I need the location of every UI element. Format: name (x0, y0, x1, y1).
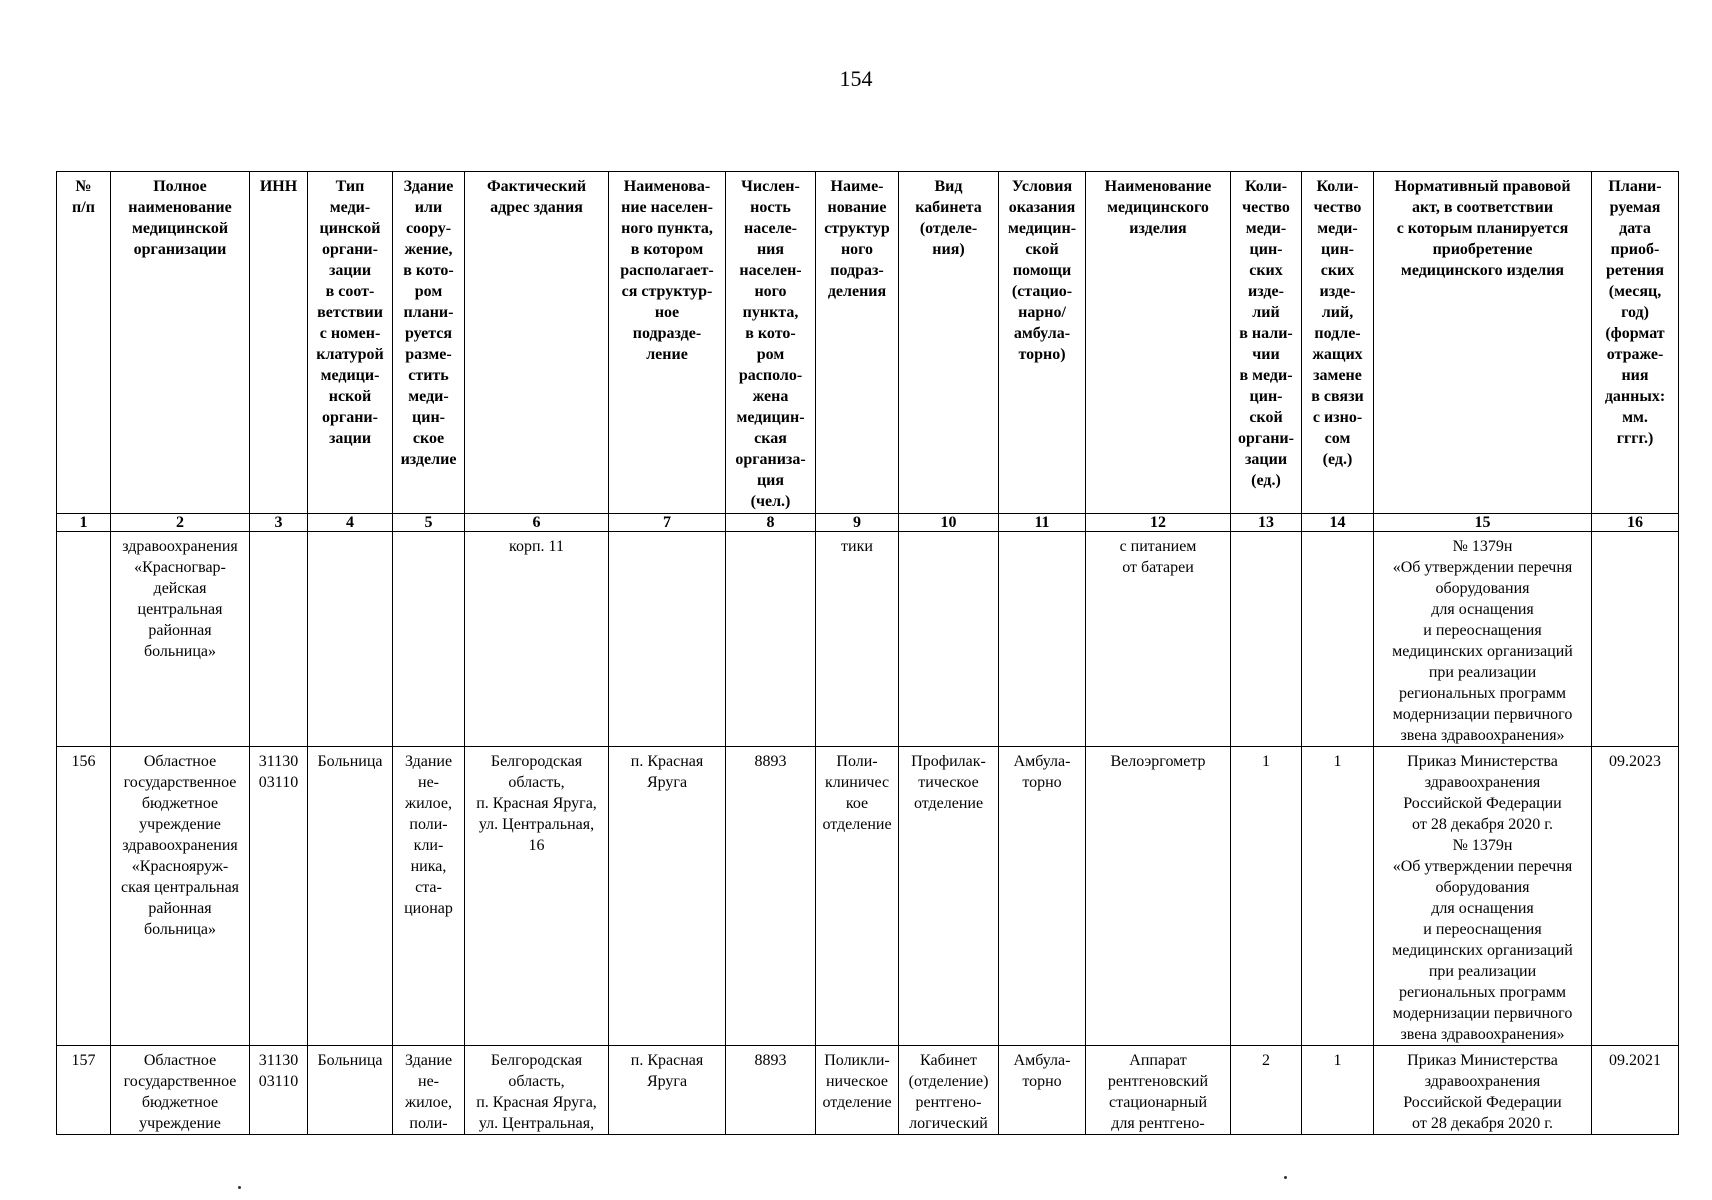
table-cell: Областное государственное бюджетное учреждение (111, 1046, 250, 1135)
column-number: 8 (726, 514, 816, 532)
header-cell: Нормативный правовой акт, в соответствии с которым планируется приобретение медицинского изделия (1374, 172, 1592, 514)
table-cell: Поликли- ническое отделение (816, 1046, 899, 1135)
column-number: 11 (999, 514, 1086, 532)
table-cell: с питанием от батареи (1086, 532, 1231, 747)
header-cell: Наименование медицинского изделия (1086, 172, 1231, 514)
table-cell: Аппарат рентгеновский стационарный для рентгено- (1086, 1046, 1231, 1135)
table-cell: 157 (57, 1046, 111, 1135)
table-cell (609, 532, 726, 747)
table-cell: Амбула- торно (999, 1046, 1086, 1135)
medical-equipment-table (56, 171, 1679, 1135)
header-cell: Числен- ность населе- ния населен- ного пункта, в кото- ром располо- жена медицин- ская организа- ция (чел.) (726, 172, 816, 514)
table-row (57, 532, 1679, 747)
header-cell: ИНН (250, 172, 308, 514)
table-cell: Кабинет (отделение) рентгено- логический (899, 1046, 999, 1135)
scan-speck (1284, 1176, 1287, 1179)
table-cell (899, 532, 999, 747)
column-number: 6 (465, 514, 609, 532)
column-number: 2 (111, 514, 250, 532)
column-number: 4 (308, 514, 393, 532)
table-cell: Здание не- жилое, поли- (393, 1046, 465, 1135)
scan-speck (238, 1186, 241, 1189)
column-number: 15 (1374, 514, 1592, 532)
table-cell (1231, 532, 1302, 747)
column-number: 1 (57, 514, 111, 532)
table-cell: Больница (308, 747, 393, 1046)
header-cell: Тип меди- цинской органи- зации в соот- ветствии с номен- клатурой медици- нской органи- зации (308, 172, 393, 514)
page-number: 154 (839, 66, 873, 91)
table-cell (1592, 532, 1679, 747)
table-cell: Профилак- тическое отделение (899, 747, 999, 1046)
header-cell: Наиме- нование структур ного подраз- деления (816, 172, 899, 514)
header-cell: Вид кабинета (отделе- ния) (899, 172, 999, 514)
table-cell: п. Красная Яруга (609, 1046, 726, 1135)
column-number: 13 (1231, 514, 1302, 532)
table-cell: Амбула- торно (999, 747, 1086, 1046)
column-number: 9 (816, 514, 899, 532)
header-cell: Условия оказания медицин- ской помощи (стацио- нарно/ амбула- торно) (999, 172, 1086, 514)
header-cell: Коли- чество меди- цин- ских изде- лий в нали- чии в меди- цин- ской органи- зации (ед.) (1231, 172, 1302, 514)
column-number: 16 (1592, 514, 1679, 532)
table-cell: 8893 (726, 747, 816, 1046)
table-cell (999, 532, 1086, 747)
column-number: 3 (250, 514, 308, 532)
table-cell: 1 (1231, 747, 1302, 1046)
table-cell: Областное государственное бюджетное учреждение здравоохранения «Краснояруж- ская центральная районная больница» (111, 747, 250, 1046)
table-cell: Поли- клиничес кое отделение (816, 747, 899, 1046)
column-number-row (57, 514, 1679, 532)
table-cell: 09.2023 (1592, 747, 1679, 1046)
header-cell: Наименова- ние населен- ного пункта, в котором располагает- ся структур- ное подразде- ление (609, 172, 726, 514)
table-cell: 1 (1302, 1046, 1374, 1135)
table-cell: Приказ Министерства здравоохранения Российской Федерации от 28 декабря 2020 г. (1374, 1046, 1592, 1135)
header-cell: Фактический адрес здания (465, 172, 609, 514)
column-number: 7 (609, 514, 726, 532)
table-cell: Здание не- жилое, поли- кли- ника, ста- ционар (393, 747, 465, 1046)
table-row (57, 1046, 1679, 1135)
table-cell (250, 532, 308, 747)
column-number: 5 (393, 514, 465, 532)
table-cell: 31130 03110 (250, 1046, 308, 1135)
header-row (57, 172, 1679, 514)
table-cell: 09.2021 (1592, 1046, 1679, 1135)
table-cell (57, 532, 111, 747)
header-cell: Полное наименование медицинской организации (111, 172, 250, 514)
table-cell: № 1379н «Об утверждении перечня оборудования для оснащения и переоснащения медицинских организаций при реализации региональных программ модернизации первичного звена здравоохранения» (1374, 532, 1592, 747)
table-cell: Велоэргометр (1086, 747, 1231, 1046)
header-cell: Плани- руемая дата приоб- ретения (месяц, год) (формат отраже- ния данных: мм. гггг.) (1592, 172, 1679, 514)
table-cell: Белгородская область, п. Красная Яруга, ул. Центральная, (465, 1046, 609, 1135)
table-cell: тики (816, 532, 899, 747)
table-cell: Белгородская область, п. Красная Яруга, ул. Центральная, 16 (465, 747, 609, 1046)
table-cell (393, 532, 465, 747)
table-cell: п. Красная Яруга (609, 747, 726, 1046)
table-cell: 31130 03110 (250, 747, 308, 1046)
table-cell (1302, 532, 1374, 747)
column-number: 14 (1302, 514, 1374, 532)
table-cell (726, 532, 816, 747)
column-number: 10 (899, 514, 999, 532)
table-cell: 2 (1231, 1046, 1302, 1135)
header-cell: № п/п (57, 172, 111, 514)
table-cell: корп. 11 (465, 532, 609, 747)
table-cell: Приказ Министерства здравоохранения Российской Федерации от 28 декабря 2020 г. № 1379н «Об утверждении перечня оборудования для оснащения и переоснащения медицинских организаций при реализации региональных программ модернизации первичного звена здравоохранения» (1374, 747, 1592, 1046)
table-cell: 156 (57, 747, 111, 1046)
header-cell: Коли- чество меди- цин- ских изде- лий, подле- жащих замене в связи с изно- сом (ед.) (1302, 172, 1374, 514)
table-cell: 8893 (726, 1046, 816, 1135)
table-cell: 1 (1302, 747, 1374, 1046)
table-cell: здравоохранения «Красногвар- дейская центральная районная больница» (111, 532, 250, 747)
table-cell: Больница (308, 1046, 393, 1135)
column-number: 12 (1086, 514, 1231, 532)
table-row (57, 747, 1679, 1046)
header-cell: Здание или соору- жение, в кото- ром плани- руется разме- стить меди- цин- ское изделие (393, 172, 465, 514)
table-cell (308, 532, 393, 747)
